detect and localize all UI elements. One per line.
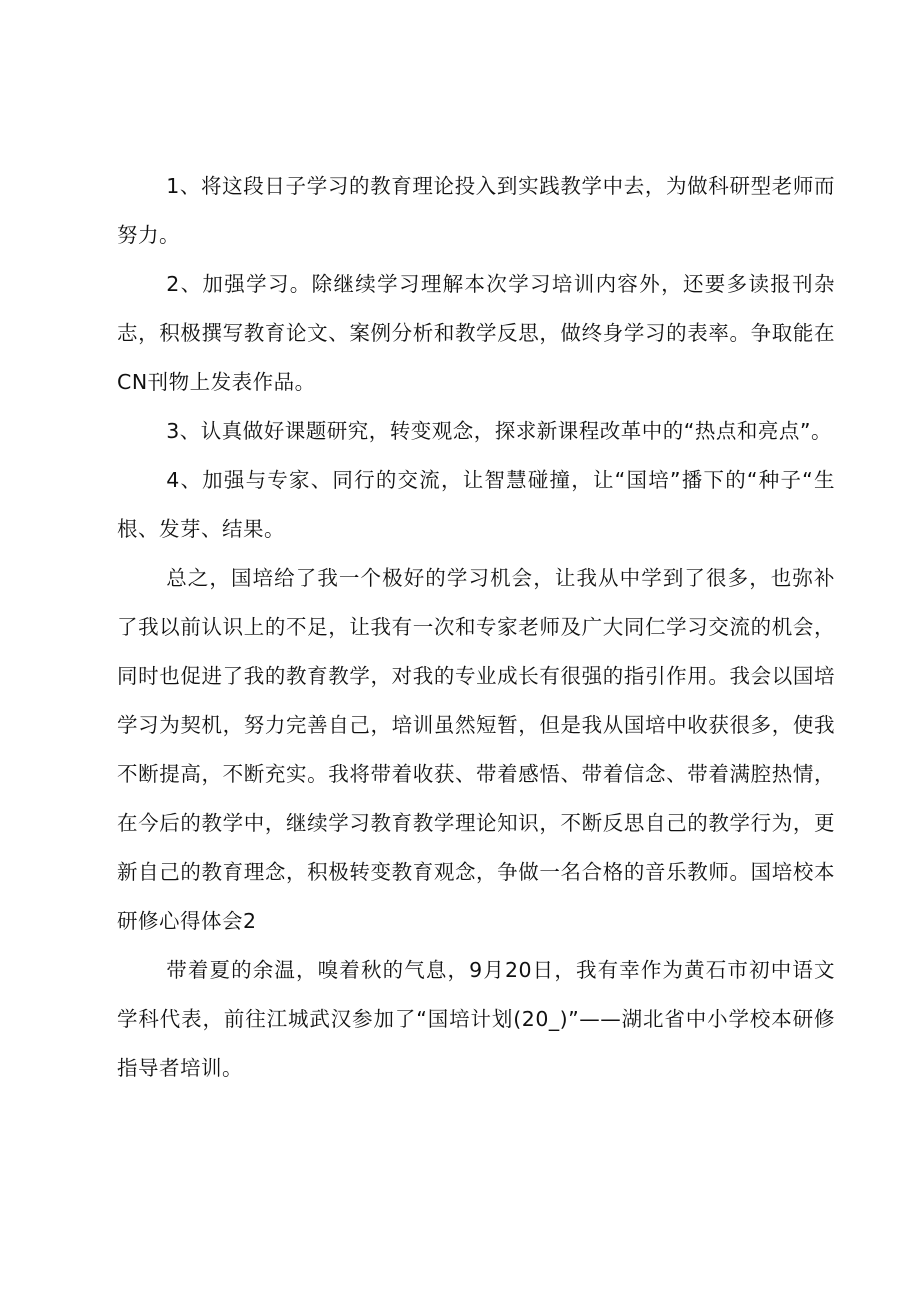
- paragraph-plan-4: 4、加强与专家、同行的交流，让智慧碰撞，让“国培”播下的“种子“生根、发芽、结果。: [117, 468, 835, 541]
- paragraph-plan-2: 2、加强学习。除继续学习理解本次学习培训内容外，还要多读报刊杂志，积极撰写教育论文、案例分析和教学反思，做终身学习的表率。争取能在CN刊物上发表作品。: [117, 272, 835, 394]
- paragraph-plan-1: 1、将这段日子学习的教育理论投入到实践教学中去，为做科研型老师而努力。: [117, 174, 835, 247]
- document-body: [117, 162, 835, 1093]
- paragraph-summary: 总之，国培给了我一个极好的学习机会，让我从中学到了很多，也弥补了我以前认识上的不足，让我有一次和专家老师及广大同仁学习交流的机会，同时也促进了我的教育教学，对我的专业成长有很强的指引作用。我会以国培学习为契机，努力完善自己，培训虽然短暂，但是我从国培中收获很多，使我不断提高，不断充实。我将带着收获、带着感悟、带着信念、带着满腔热情，在今后的教学中，继续学习教育教学理论知识，不断反思自己的教学行为，更新自己的教育理念，积极转变教育观念，争做一名合格的音乐教师。国培校本研修心得体会2: [117, 566, 835, 933]
- paragraph-plan-3: 3、认真做好课题研究，转变观念，探求新课程改革中的“热点和亮点”。: [166, 419, 832, 443]
- paragraph-second-essay-intro: 带着夏的余温，嗅着秋的气息，9月20日，我有幸作为黄石市初中语文学科代表，前往江城武汉参加了“国培计划(20_)”——湖北省中小学校本研修指导者培训。: [117, 958, 835, 1080]
